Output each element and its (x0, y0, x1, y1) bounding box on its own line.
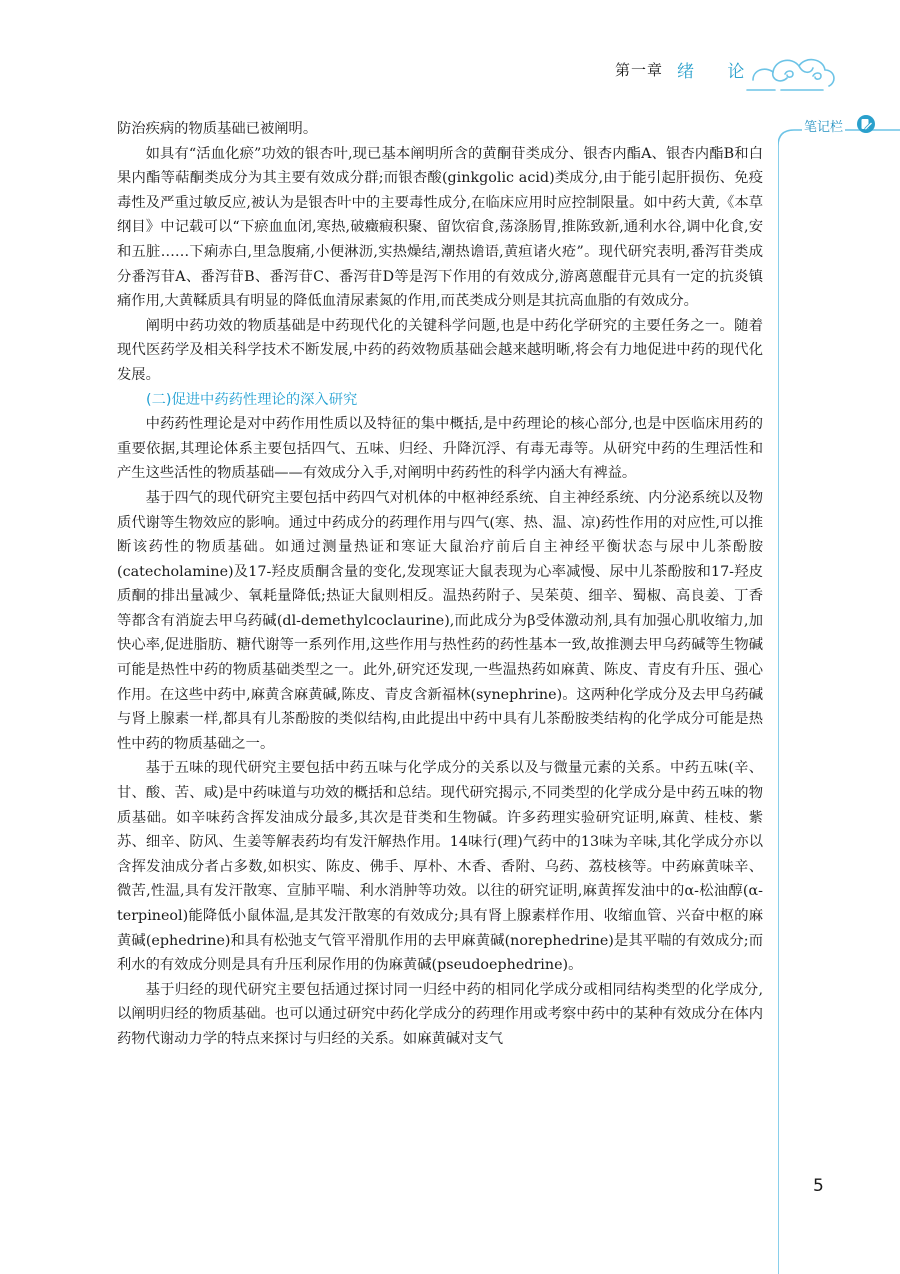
paragraph-material-basis: 阐明中药功效的物质基础是中药现代化的关键科学问题,也是中药化学研究的主要任务之一。随着现代医药学及相关科学技术不断发展,中药的药效物质基础会越来越明晰,将会有力地促进中药的现代化发展。 (117, 317, 763, 383)
paragraph-property-theory: 中药药性理论是对中药作用性质以及特征的集中概括,是中药理论的核心部分,也是中医临床用药的重要依据,其理论体系主要包括四气、五味、归经、升降沉浮、有毒无毒等。从研究中药的生理活性和产生这些活性的物质基础——有效成分入手,对阐明中药药性的科学内涵大有裨益。 (117, 416, 763, 482)
chapter-label: 第一章 (615, 60, 664, 79)
page-number: 5 (813, 1176, 824, 1196)
chapter-title: 绪 论 (677, 61, 759, 82)
paragraph-meridian-tropism: 基于归经的现代研究主要包括通过探讨同一归经中药的相同化学成分或相同结构类型的化学成分,以阐明归经的物质基础。也可以通过研究中药化学成分的药理作用或考察中药中的某种有效成分在体内药物代谢动力学的特点来探讨与归经的关系。如麻黄碱对支气 (117, 981, 763, 1047)
paragraph-four-qi: 基于四气的现代研究主要包括中药四气对机体的中枢神经系统、自主神经系统、内分泌系统以及物质代谢等生物效应的影响。通过中药成分的药理作用与四气(寒、热、温、凉)药性作用的对应性,可以推断该药性的物质基础。如通过测量热证和寒证大鼠治疗前后自主神经平衡状态与尿中儿茶酚胺(catecholamine)及17-羟皮质酮含量的变化,发现寒证大鼠表现为心率减慢、尿中儿茶酚胺和17-羟皮质酮的排出量减少、氧耗量降低;热证大鼠则相反。温热药附子、吴茱萸、细辛、蜀椒、高良姜、丁香等都含有消旋去甲乌药碱(dl-demethylcoclaurine),而此成分为β受体激动剂,具有加强心肌收缩力,加快心率,促进脂肪、糖代谢等一系列作用,这些作用与热性药的药性基本一致,故推测去甲乌药碱等生物碱可能是热性中药的物质基础类型之一。此外,研究还发现,一些温热药如麻黄、陈皮、青皮有升压、强心作用。在这些中药中,麻黄含麻黄碱,陈皮、青皮含新福林(synephrine)。这两种化学成分及去甲乌药碱与肾上腺素一样,都具有儿茶酚胺的类似结构,由此提出中药中具有儿茶酚胺类结构的化学成分可能是热性中药的物质基础之一。 (117, 489, 763, 752)
notes-column-border (778, 124, 900, 1274)
paragraph-continuation: 防治疾病的物质基础已被阐明。 (117, 121, 318, 137)
notes-label: 笔记栏 (802, 116, 845, 135)
paragraph-ginkgo-rhubarb: 如具有“活血化瘀”功效的银杏叶,现已基本阐明所含的黄酮苷类成分、银杏内酯A、银杏内酯B和白果内酯等萜酮类成分为其主要有效成分群;而银杏酸(ginkgolic acid)类成分,由于能引起肝损伤、免疫毒性及严重过敏反应,被认为是银杏叶中的主要毒性成分,在临床应用时应控制限量。如中药大黄,《本草纲目》中记载可以“下瘀血血闭,寒热,破癥瘕积聚、留饮宿食,荡涤肠胃,推陈致新,通利水谷,调中化食,安和五脏……下痢赤白,里急腹痛,小便淋沥,实热燥结,潮热谵语,黄疸诸火疮”。现代研究表明,番泻苷类成分番泻苷A、番泻苷B、番泻苷C、番泻苷D等是泻下作用的有效成分,游离蒽醌苷元具有一定的抗炎镇痛作用,大黄鞣质具有明显的降低血清尿素氮的作用,而芪类成分则是其抗高血脂的有效成分。 (117, 145, 763, 310)
notebook-pencil-icon (856, 114, 876, 134)
paragraph-five-flavors: 基于五味的现代研究主要包括中药五味与化学成分的关系以及与微量元素的关系。中药五味(辛、甘、酸、苦、咸)是中药味道与功效的概括和总结。现代研究揭示,不同类型的化学成分是中药五味的物质基础。如辛味药含挥发油成分最多,其次是苷类和生物碱。许多药理实验研究证明,麻黄、桂枝、紫苏、细辛、防风、生姜等解表药均有发汗解热作用。14味行(理)气药中的13味为辛味,其化学成分亦以含挥发油成分者占多数,如枳实、陈皮、佛手、厚朴、木香、香附、乌药、荔枝核等。中药麻黄味辛、微苦,性温,具有发汗散寒、宣肺平喘、利水消肿等功效。以往的研究证明,麻黄挥发油中的α-松油醇(α-terpineol)能降低小鼠体温,是其发汗散寒的有效成分;具有肾上腺素样作用、收缩血管、兴奋中枢的麻黄碱(ephedrine)和具有松弛支气管平滑肌作用的去甲麻黄碱(norephedrine)是其平喘的有效成分;而利水的有效成分则是具有升压利尿作用的伪麻黄碱(pseudoephedrine)。 (117, 760, 763, 974)
chapter-header (615, 58, 758, 80)
section-heading: (二)促进中药药性理论的深入研究 (146, 391, 358, 408)
main-content (117, 117, 763, 1052)
cloud-ornament-icon (745, 40, 840, 98)
